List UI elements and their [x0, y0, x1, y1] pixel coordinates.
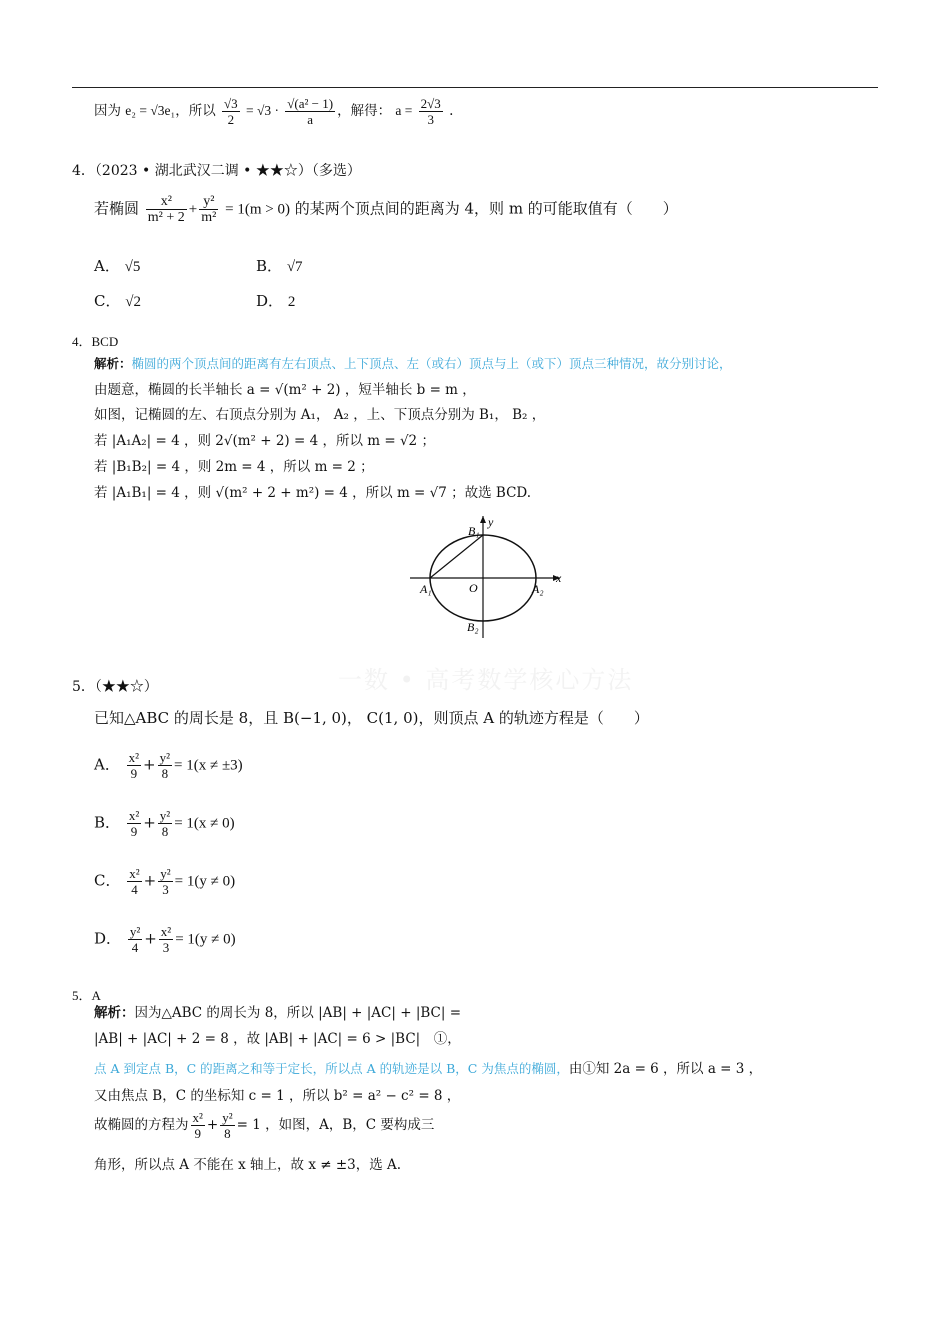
analysis-highlight: 点 A 到定点 B，C 的距离之和等于定长，所以点 A 的轨迹是以 B，C 为焦点的椭圆，: [94, 1061, 569, 1076]
a4-line5: 若 |A₁B₁| = 4 ，则 √(m² + 2 + m²) = 4 ，所以 m = √7 ；故选 BCD.: [94, 485, 532, 501]
q5-header: 5．（★★☆）: [72, 679, 158, 695]
frac-den: m² + 2: [147, 210, 185, 225]
a4-answer: 4．BCD: [72, 334, 119, 349]
frac-num: y²: [222, 1110, 233, 1125]
fraction-2: [220, 1110, 234, 1141]
label-b2: B₂: [467, 620, 479, 634]
option-label: B．: [94, 813, 121, 832]
option-tail: = 1(x ≠ ±3): [174, 757, 243, 774]
prev-solution-line: [94, 96, 453, 127]
frac-den: 9: [130, 766, 138, 781]
option-value: √2: [125, 294, 141, 310]
analysis-label: 解析：: [94, 1005, 135, 1021]
a5-line5: 故椭圆的方程为 $\frac{\text{x²}}{9}$ + $\frac{\text{y²}}{8}$ = 1 ，如图，A，B，C 要构成三: [94, 1110, 435, 1141]
line-tail: 由①知 2a = 6 ，所以 a = 3 ，: [568, 1061, 763, 1077]
option-label: C．: [94, 871, 121, 890]
plus-sign: +: [188, 201, 198, 218]
watermark: 一数 • 高考数学核心方法: [338, 666, 634, 694]
label-origin: O: [469, 581, 478, 595]
frac-den: 3: [162, 882, 169, 897]
frac-num: y²: [160, 866, 171, 881]
frac-den: 3: [162, 940, 170, 955]
stem-suffix: 的某两个顶点间的距离为 4，则 m 的可能取值有（ ）: [294, 199, 678, 218]
fraction-1: [127, 866, 141, 897]
frac-den: 9: [130, 824, 138, 839]
frac-num: √3: [224, 96, 238, 111]
option-value: √5: [124, 259, 141, 275]
q4-option-c: [94, 290, 141, 311]
fraction-2sqrt3-over-3: [419, 96, 443, 127]
option-label: C．: [94, 292, 121, 310]
q5-option-d: D． $\frac{\text{y²}}{4}$ + $\frac{\text{x²}}{3}$ = 1(y ≠ 0): [94, 924, 236, 955]
option-tail: = 1(y ≠ 0): [174, 873, 236, 890]
a5-line3: [94, 1060, 762, 1078]
a4-analysis-intro: [94, 355, 732, 373]
text-solve: ，解得：: [337, 103, 392, 119]
frac-den: 8: [224, 1126, 231, 1141]
option-label: A．: [94, 755, 120, 774]
q4-option-d: [256, 290, 295, 311]
fraction-2: [158, 866, 172, 897]
frac-den: 8: [161, 824, 169, 839]
q4-option-b: [256, 255, 303, 276]
fraction-sqrt-a2-1-over-a: [285, 96, 335, 127]
frac-num: y²: [159, 750, 171, 765]
fraction-1: [127, 750, 141, 781]
line-prefix: 故椭圆的方程为: [94, 1117, 189, 1133]
line-text: 因为△ABC 的周长为 8，所以 |AB| + |AC| + |BC| =: [134, 1005, 462, 1021]
a4-line1: 由题意，椭圆的长半轴长 a = √(m² + 2) ，短半轴长 b = m ，: [94, 382, 476, 398]
text-so: ，所以: [175, 103, 216, 119]
frac-den: 4: [131, 940, 139, 955]
fraction-y2: [199, 194, 218, 225]
fraction-2: [158, 808, 172, 839]
q4-stem: [94, 194, 678, 225]
frac-num: y²: [199, 194, 218, 210]
ellipse-figure: [400, 510, 570, 640]
q5-stem: 已知△ABC 的周长是 8，且 B(−1, 0)， C(1, 0)，则顶点 A 的轨迹方程是（ ）: [94, 709, 649, 727]
option-tail: = 1(x ≠ 0): [174, 815, 235, 832]
frac-den: 9: [194, 1126, 201, 1141]
y-axis-arrow: [480, 516, 486, 523]
option-label: D．: [256, 292, 284, 310]
label-b1: B₁: [468, 524, 480, 538]
a5-answer: 5．A: [72, 988, 101, 1003]
frac-den: m²: [201, 210, 217, 225]
fraction-1: [127, 808, 141, 839]
end-dot: .: [449, 103, 454, 119]
frac-den: 3: [427, 112, 434, 127]
header-rule: [72, 87, 878, 88]
frac-den: a: [307, 112, 314, 127]
frac-num: x²: [128, 808, 140, 823]
frac-num: y²: [159, 808, 171, 823]
frac-num: x²: [129, 866, 140, 881]
fraction-2: [159, 924, 173, 955]
option-label: B．: [256, 257, 283, 275]
frac-den: 8: [161, 766, 169, 781]
frac-den: 4: [131, 882, 138, 897]
frac-num: x²: [160, 924, 172, 939]
a5-line6: 角形，所以点 A 不能在 x 轴上，故 x ≠ ±3，选 A.: [94, 1157, 402, 1173]
q5-option-c: C． $\frac{\text{x²}}{4}$ + $\frac{\text{y²}}{3}$ = 1(y ≠ 0): [94, 866, 236, 897]
q5-option-a: A． $\frac{\text{x²}}{9}$ + $\frac{\text{y²}}{8}$ = 1(x ≠ ±3): [94, 750, 243, 781]
analysis-highlight: 椭圆的两个顶点间的距离有左右顶点、上下顶点、左（或右）顶点与上（或下）顶点三种情况，故分别讨论，: [131, 356, 732, 371]
q5-option-b: B． $\frac{\text{x²}}{9}$ + $\frac{\text{y²}}{8}$ = 1(x ≠ 0): [94, 808, 235, 839]
label-a1: A₁: [420, 582, 432, 596]
q4-option-a: [94, 255, 140, 276]
a4-line4: 若 |B₁B₂| = 4 ，则 2m = 4 ，所以 m = 2 ；: [94, 459, 374, 475]
label-a2: A₂: [532, 582, 544, 596]
fraction-sqrt3-over-2: [222, 96, 240, 127]
a5-line1: [94, 1004, 461, 1022]
frac-num: x²: [146, 194, 187, 210]
fraction-x2: [146, 194, 187, 225]
label-y: y: [488, 515, 494, 529]
fraction-1: [128, 924, 142, 955]
option-label: D．: [94, 929, 122, 948]
frac-num: √(a² − 1): [287, 96, 334, 111]
a5-line4: 又由焦点 B，C 的坐标知 c = 1 ，所以 b² = a² − c² = 8 ，: [94, 1088, 461, 1104]
fraction-2: [158, 750, 172, 781]
equation-tail: = 1(m > 0): [225, 201, 290, 218]
fraction-1: [191, 1110, 205, 1141]
text-because: 因为: [94, 103, 121, 119]
frac-num: y²: [129, 924, 141, 939]
a-eq: a =: [395, 103, 413, 118]
eq-sqrt3: = √3 ·: [245, 103, 279, 118]
option-tail: = 1(y ≠ 0): [175, 931, 236, 948]
option-value: 2: [287, 294, 296, 310]
option-value: √7: [286, 259, 303, 275]
a5-line2: |AB| + |AC| + 2 = 8 ，故 |AB| + |AC| = 6 > |BC| ①，: [94, 1031, 461, 1047]
analysis-label: 解析：: [94, 356, 132, 371]
label-x: x: [556, 571, 562, 585]
frac-num: 2√3: [420, 96, 441, 111]
q4-header: 4．（2023 • 湖北武汉二调 • ★★☆）（多选）: [72, 163, 361, 179]
frac-num: x²: [192, 1110, 203, 1125]
line-tail: = 1 ，如图，A，B，C 要构成三: [236, 1117, 435, 1133]
frac-num: x²: [128, 750, 140, 765]
a4-line2: 如图，记椭圆的左、右顶点分别为 A₁， A₂ ，上、下顶点分别为 B₁， B₂ ，: [94, 407, 546, 423]
option-label: A．: [94, 257, 120, 275]
frac-den: 2: [227, 112, 235, 127]
stem-prefix: 若椭圆: [94, 199, 140, 218]
expr-e: e₂ = √3e₁: [125, 103, 176, 118]
a4-line3: 若 |A₁A₂| = 4 ，则 2√(m² + 2) = 4 ，所以 m = √2 ；: [94, 433, 435, 449]
